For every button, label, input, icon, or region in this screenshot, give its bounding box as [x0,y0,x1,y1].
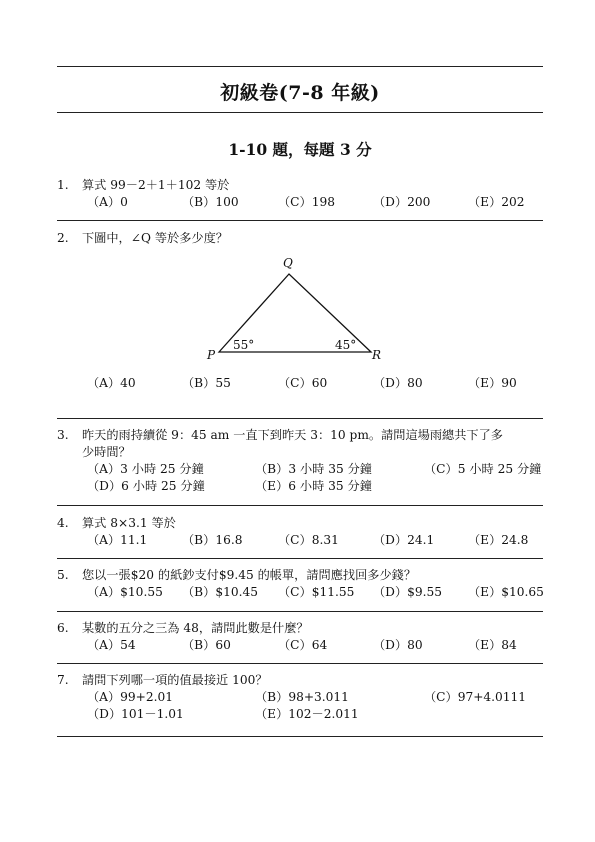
option-b: （B）3 小時 35 分鐘 [255,462,372,476]
answer-options-row-2 [87,478,543,495]
answer-options [87,532,543,549]
question-divider [57,611,543,612]
option-b: （B）60 [182,638,231,652]
question-2-options-block [57,375,543,392]
question-number: 1. [57,178,69,192]
answer-options-row-1 [87,689,543,706]
question-number: 2. [57,231,69,245]
option-c: （C）97+4.0111 [424,690,527,704]
question-6 [57,620,543,654]
answer-options [87,194,543,211]
angle-label-p: 55° [233,338,255,352]
answer-options-row-1 [87,461,543,478]
question-5 [57,567,543,601]
option-e: （E）202 [468,195,525,209]
option-b: （B）98+3.011 [255,690,349,704]
vertex-label-p: P [207,348,216,362]
question-divider [57,220,543,221]
option-a: （A）11.1 [87,533,148,547]
question-3 [57,427,543,495]
option-a: （A）40 [87,376,136,390]
question-1 [57,177,543,211]
option-b: （B）16.8 [182,533,243,547]
triangle-figure [195,252,395,367]
answer-options [87,375,543,392]
question-text: 算式 99－2＋1＋102 等於 [82,178,230,192]
question-text: 某數的五分之三為 48，請問此數是什麼？ [82,621,309,635]
question-text-line-2: 少時間？ [82,445,131,459]
question-text: 算式 8×3.1 等於 [82,516,176,530]
question-number: 3. [57,428,69,442]
vertex-label-q: Q [283,256,293,270]
option-d: （D）24.1 [373,533,435,547]
page-title: 初級卷(7-8 年級) [220,82,380,104]
question-divider [57,418,543,419]
option-c: （C）5 小時 25 分鐘 [424,462,542,476]
title-underline-rule [57,112,543,113]
option-a: （A）0 [87,195,128,209]
option-a: （A）54 [87,638,136,652]
option-c: （C）$11.55 [278,585,355,599]
option-b: （B）55 [182,376,231,390]
bottom-rule [57,736,543,737]
option-d: （D）$9.55 [373,585,443,599]
option-c: （C）64 [278,638,328,652]
question-divider [57,663,543,664]
top-rule [57,66,543,67]
answer-options [87,637,543,654]
option-a: （A）$10.55 [87,585,163,599]
question-divider [57,558,543,559]
question-divider [57,505,543,506]
question-text: 您以一張$20 的紙鈔支付$9.45 的帳單，請問應找回多少錢？ [82,568,417,582]
question-number: 5. [57,568,69,582]
option-e: （E）102－2.011 [255,707,359,721]
question-number: 4. [57,516,69,530]
option-e: （E）24.8 [468,533,529,547]
option-b: （B）$10.45 [182,585,258,599]
option-c: （C）198 [278,195,335,209]
vertex-label-r: R [372,348,382,362]
option-a: （A）3 小時 25 分鐘 [87,462,204,476]
question-2 [57,230,543,247]
question-text: 請問下列哪一項的值最接近 100？ [82,673,268,687]
section-subtitle: 1-10 題，每題 3 分 [228,140,372,159]
option-c: （C）8.31 [278,533,339,547]
option-d: （D）200 [373,195,431,209]
question-text: 下圖中，∠Q 等於多少度？ [82,231,228,245]
option-e: （E）$10.65 [468,585,544,599]
option-e: （E）84 [468,638,517,652]
option-d: （D）80 [373,376,423,390]
option-a: （A）99+2.01 [87,690,174,704]
question-7 [57,672,543,723]
angle-label-r: 45° [335,338,357,352]
answer-options [87,584,543,601]
option-e: （E）90 [468,376,517,390]
option-b: （B）100 [182,195,239,209]
answer-options-row-2 [87,706,543,723]
question-text-line-1: 昨天的雨持續從 9：45 am 一直下到昨天 3：10 pm。請問這場雨總共下了多 [82,428,503,442]
question-4 [57,515,543,549]
option-d: （D）80 [373,638,423,652]
question-number: 6. [57,621,69,635]
option-d: （D）101－1.01 [87,707,184,721]
option-e: （E）6 小時 35 分鐘 [255,479,372,493]
question-number: 7. [57,673,69,687]
option-d: （D）6 小時 25 分鐘 [87,479,205,493]
option-c: （C）60 [278,376,328,390]
